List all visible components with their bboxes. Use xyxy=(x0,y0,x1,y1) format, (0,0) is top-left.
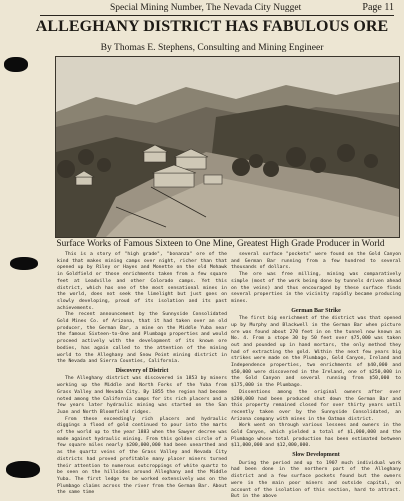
section-heading: Discovery of District xyxy=(115,367,169,374)
page-number: Page 11 xyxy=(362,2,394,13)
photo-caption: Surface Works of Famous Sixteen to One Mine, Greatest High Grade Producer in World xyxy=(56,239,385,249)
ink-blot xyxy=(10,257,38,270)
paragraph: During the period and up to 1907 much individual work had been done in the northern part of the Alleghany district and a few surface pockets found but the owners were in the main poor miners and outside capital, on account of the isolation of this section, hard to attract. But in the above xyxy=(231,460,401,500)
section-heading: Slow Development xyxy=(292,452,340,459)
paragraph: This is a story of "high grade", "bonanza" ore of the kind that makes mining camps over night, richer than that opened up by Riley or Hayes and Monette on the old Mohawk in Goldfield or those enrichments taken from a few square feet at Leadville and other Colorado camps. Yet this district, which has one of the most sensational mines in the world, does not seek the limelight but just goes on slowly developing, proud of its isolation and its past achievements. xyxy=(57,252,227,311)
paragraph: Work went on through various lessees and owners in the Gold Canyon, which yielded a total of $1,000,000 and the Plumbago whose total production has been estimated between $11,000,000 and $12,000,000. xyxy=(231,423,401,449)
page-header xyxy=(40,2,394,16)
publication-name: Special Mining Number, The Nevada City Nugget xyxy=(110,3,302,13)
paragraph: From these exceedingly rich placers and hydraulic diggings a flood of gold continued to pour into the marts of the world up to the year 1883 when the Sawyer decree was made against hydraulic mining. From this golden circle of a few square miles nearly $200,000,000 had been unearthed and as the quartz veins of the Grass Valley and Nevada City districts had proved profitable many placer miners turned their attention to numerous outcroppings of white quartz to be seen on the hillsides around Alleghany and the Middle Yuba. The first ledge to be worked extensively was on the Plumbago claims across the river from the German Bar. About the same time xyxy=(57,416,227,496)
paragraph: The Alleghany district was discovered in 1853 by miners working up the Middle and North Forks of the Yuba from Grass Valley and Nevada City. By 1855 the region had become noted among the California camps for its rich placers and a few years later hydraulic mining was started on the San Juan and North Bloomfield ridges. xyxy=(57,376,227,415)
paragraph: The recent announcement by the Sunnyside Consolidated Gold Mines Co. of Arizona, that it had taken over an old producer, the German Bar, a mine on the Middle Yuba near the famous Sixteen-to-One and Plumbago properties and would proceed actively with the development of its known ore bodies, has again called to the attention of the mining world to the Alleghany and Snow Point mining district in the Nevada and Sierra Counties, California. xyxy=(57,312,227,365)
paragraph: Dissentions among the original owners after over $200,000 had been produced shut down the German Bar and this property remained closed for over thirty years until recently taken over by the Sunnyside Consolidated, an Arizona company with mines in the Oatman district. xyxy=(231,389,401,422)
mine-photo-image xyxy=(56,57,399,237)
paragraph: several surface "pockets" were found on the Gold Canyon and German Bar running from a few hundred to several thousands of dollars. xyxy=(231,252,401,271)
article-title: ALLEGHANY DISTRICT HAS FABULOUS ORE xyxy=(35,18,389,35)
article-byline: By Thomas E. Stephens, Consulting and Mining Engineer xyxy=(100,42,324,53)
section-heading: German Bar Strike xyxy=(291,307,341,314)
ink-blot xyxy=(4,57,28,72)
article-column-left xyxy=(57,252,227,497)
paragraph: The first big enrichment of the district was that opened up by Murphy and Blackwell in the German Bar when picture ore was found about 270 feet in on the tunnel now known as No. 4. From a stope 30 by 50 feet over $75,000 was taken out and pounded up in hand mortars, the only method they had of extracting the gold. Within the next few years big strikes were made on the Plumbago, Gold Canyon, Ireland and Independence properties, two enrichments of $40,000 and $50,000 were discovered in the Ireland, one of $250,000 in the Gold Canyon and several running from $50,000 to $175,000 in the Plumbago. xyxy=(231,316,401,389)
article-column-right xyxy=(231,252,401,501)
mine-photo xyxy=(55,56,400,238)
paragraph: The ore was free milling, mining was comparatively simple (most of the work being done by tunnels driven ahead on the veins) and thus encouraged by these surface finds several properties in the vicinity rapidly became producing mines. xyxy=(231,272,401,304)
ink-blot xyxy=(6,461,40,478)
